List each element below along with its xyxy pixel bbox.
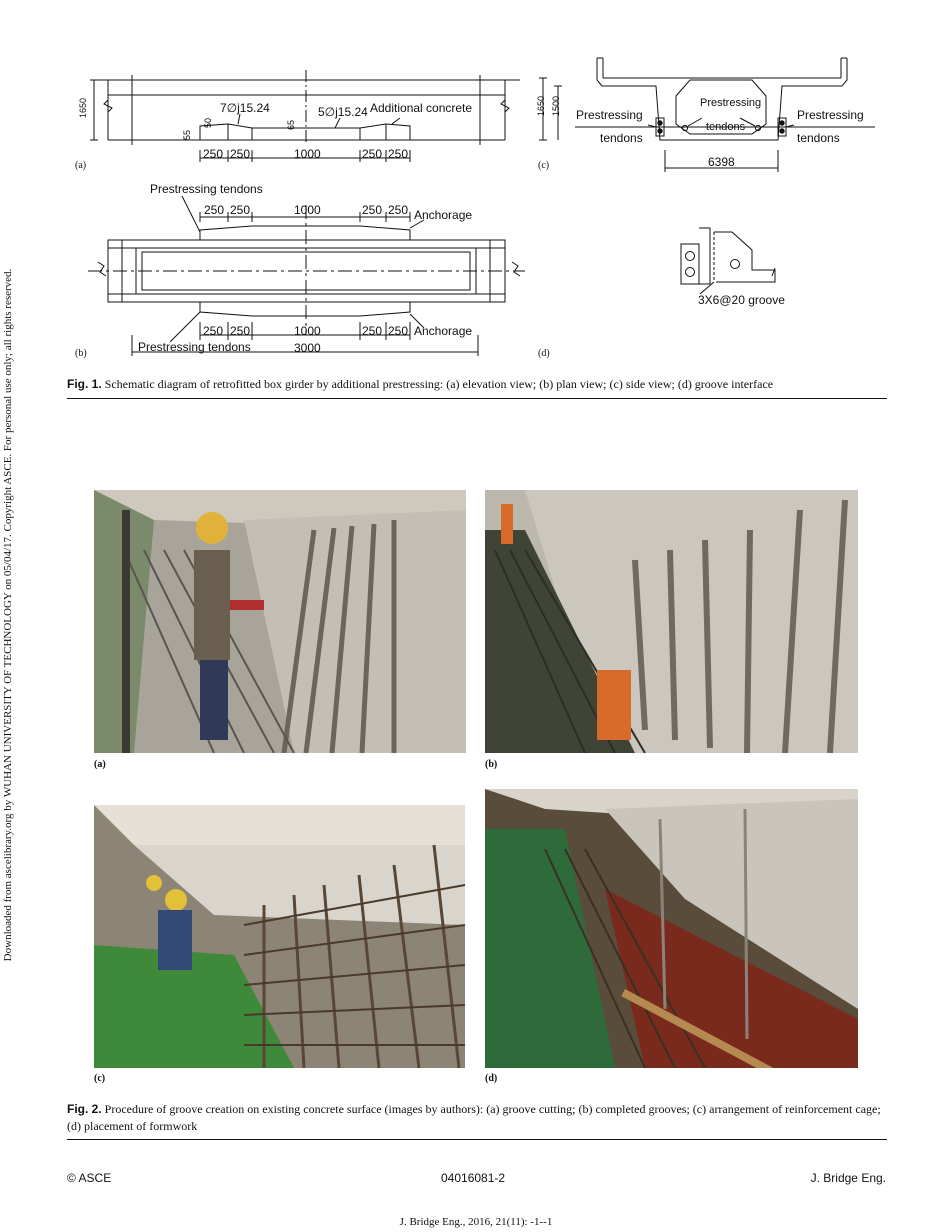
c-center-label: tendons bbox=[706, 121, 746, 133]
a-dim: 250 bbox=[203, 147, 224, 161]
figure-1-drawing bbox=[0, 0, 952, 370]
b-dim-bottom: 250 bbox=[230, 324, 251, 338]
a-tendon-right: 5∅j15.24 bbox=[318, 105, 368, 119]
a-dim-50: 50 bbox=[203, 117, 213, 128]
figure-1-caption bbox=[67, 376, 887, 393]
figure-1-caption-text: Schematic diagram of retrofitted box girder by additional prestressing: (a) elevation view; (b) plan view; (c) side view; (d) groove interface bbox=[104, 377, 774, 391]
b-dim-top: 250 bbox=[362, 203, 383, 217]
footer-article-id: 04016081-2 bbox=[441, 1171, 506, 1185]
b-anchorage-top: Anchorage bbox=[414, 208, 473, 222]
c-center-label: Prestressing bbox=[700, 97, 762, 109]
figure-1-rule bbox=[67, 398, 887, 399]
b-dim-top: 250 bbox=[388, 203, 409, 217]
fig1-d-letter: (d) bbox=[538, 348, 550, 359]
c-width: 6398 bbox=[708, 155, 735, 169]
footer-journal: J. Bridge Eng. bbox=[810, 1171, 886, 1185]
photo-reinforcement-cage bbox=[94, 805, 465, 1068]
c-right-label: Prestressing bbox=[797, 108, 864, 122]
a-height-label: 1650 bbox=[78, 97, 88, 118]
b-dim-bottom: 1000 bbox=[294, 324, 321, 338]
c-left-label: Prestressing bbox=[576, 108, 643, 122]
c-height-1650: 1650 bbox=[536, 95, 546, 116]
fig2-label-c: (c) bbox=[94, 1073, 106, 1084]
b-dim-bottom: 250 bbox=[388, 324, 409, 338]
fig1-b-letter: (b) bbox=[75, 348, 87, 359]
download-notice: Downloaded from ascelibrary.org by WUHAN UNIVERSITY OF TECHNOLOGY on 05/04/17. Copyright ASCE. For personal use only; all rights reserved. bbox=[2, 268, 14, 962]
d-groove-label: 3X6@20 groove bbox=[698, 293, 785, 307]
photo-completed-grooves bbox=[485, 490, 858, 753]
a-dim: 250 bbox=[362, 147, 383, 161]
c-right-label: tendons bbox=[797, 131, 840, 145]
footer-copyright: © ASCE bbox=[67, 1171, 112, 1185]
figure-2-caption-label: Fig. 2. bbox=[67, 1102, 102, 1116]
fig1-a-letter: (a) bbox=[75, 160, 87, 171]
b-tendons-top: Prestressing tendons bbox=[150, 182, 263, 196]
b-total: 3000 bbox=[294, 341, 321, 355]
photo-groove-cutting bbox=[94, 490, 466, 753]
fig2-label-d: (d) bbox=[485, 1073, 498, 1084]
b-dim-top: 250 bbox=[230, 203, 251, 217]
figure-2-caption-text: Procedure of groove creation on existing concrete surface (images by authors): (a) groove cutting; (b) completed grooves; (c) arrangement of reinforcement cage; (d) placement of formwork bbox=[67, 1102, 881, 1133]
b-dim-top: 250 bbox=[204, 203, 225, 217]
photo-formwork bbox=[485, 789, 858, 1068]
citation-line: J. Bridge Eng., 2016, 21(11): -1--1 bbox=[399, 1216, 553, 1228]
figure-2-rule bbox=[67, 1139, 887, 1140]
c-left-label: tendons bbox=[600, 131, 643, 145]
b-dim-bottom: 250 bbox=[362, 324, 383, 338]
fig2-label-b: (b) bbox=[485, 759, 498, 770]
b-anchorage-bottom: Anchorage bbox=[414, 324, 473, 338]
c-height-1500: 1500 bbox=[551, 95, 561, 116]
fig1-c-letter: (c) bbox=[538, 160, 550, 171]
b-dim-top: 1000 bbox=[294, 203, 321, 217]
b-tendons-bottom: Prestressing tendons bbox=[138, 340, 251, 354]
figure-1-caption-label: Fig. 1. bbox=[67, 377, 102, 391]
a-tendon-left: 7∅j15.24 bbox=[220, 101, 270, 115]
a-dim: 250 bbox=[230, 147, 251, 161]
figure-2-caption bbox=[67, 1101, 887, 1135]
a-dim: 250 bbox=[388, 147, 409, 161]
fig2-label-a: (a) bbox=[94, 759, 106, 770]
b-dim-bottom: 250 bbox=[203, 324, 224, 338]
a-dim-55: 55 bbox=[182, 129, 192, 140]
a-dim-65: 65 bbox=[286, 119, 296, 130]
a-dim: 1000 bbox=[294, 147, 321, 161]
a-additional-concrete: Additional concrete bbox=[370, 101, 473, 115]
